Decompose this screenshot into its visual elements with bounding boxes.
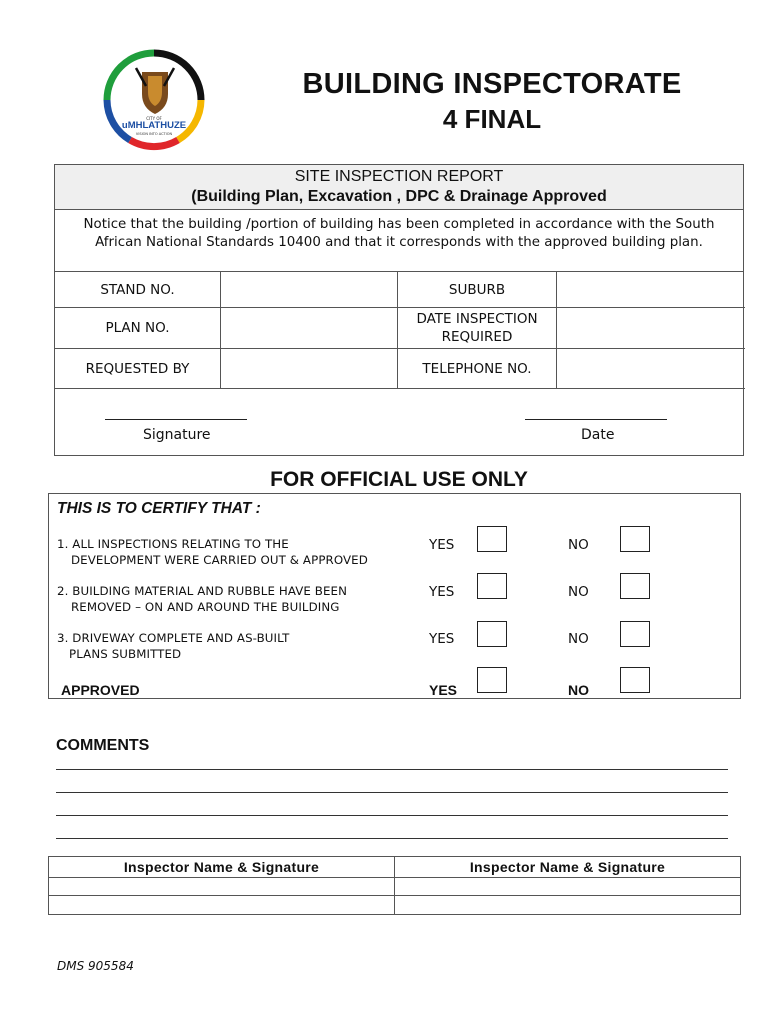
notice-text: Notice that the building /portion of building has been completed in accordance with the South African National Standards 10400 and that it corresponds with the approved building plan. [55,210,743,272]
site-report-header [55,165,743,210]
cert-item-3-line1: 3. DRIVEWAY COMPLETE AND AS-BUILT [57,631,290,645]
cert-item-3-yes-checkbox[interactable] [477,621,507,647]
page-title: BUILDING INSPECTORATE [302,68,682,100]
site-report-subheading: (Building Plan, Excavation , DPC & Drainage Approved [191,188,607,205]
comments-label: COMMENTS [56,737,150,754]
document-number: DMS 905584 [57,959,134,973]
cert-item-1-line1: 1. ALL INSPECTIONS RELATING TO THE [57,537,289,551]
cert-item-2-no-checkbox[interactable] [620,573,650,599]
signature-label: Signature [143,427,211,443]
inspector-col-2-header: Inspector Name & Signature [395,857,740,878]
inspector-row-2 [49,896,740,914]
cert-item-3 [57,631,289,662]
stand-no-field[interactable] [221,272,398,308]
inspector-2-cell-1[interactable] [395,878,740,896]
requested-by-field[interactable] [221,349,398,389]
cert-item-2-no-label: NO [568,584,589,600]
cert-item-3-no-checkbox[interactable] [620,621,650,647]
date-line[interactable] [525,419,667,420]
cert-item-2-line1: 2. BUILDING MATERIAL AND RUBBLE HAVE BEEN [57,584,348,598]
date-inspection-label: DATE INSPECTION REQUIRED [398,308,557,349]
inspector-2-cell-2[interactable] [395,896,740,914]
cert-item-1-yes-label: YES [429,537,455,553]
date-label: Date [581,427,615,443]
logo-name: uMHLATHUZE [121,120,187,131]
inspector-col-1-header: Inspector Name & Signature [49,857,395,878]
site-inspection-section [54,164,744,456]
city-logo-graphic [100,46,208,154]
approved-no-checkbox[interactable] [620,667,650,693]
site-report-heading: SITE INSPECTION REPORT [294,168,504,185]
cert-item-2-yes-checkbox[interactable] [477,573,507,599]
approved-yes-checkbox[interactable] [477,667,507,693]
cert-item-1-no-checkbox[interactable] [620,526,650,552]
plan-no-label: PLAN NO. [55,308,221,349]
signature-row [55,389,743,456]
page-subtitle: 4 FINAL [442,104,542,134]
inspector-1-cell-2[interactable] [49,896,395,914]
site-fields-grid [55,272,743,389]
inspector-table [48,856,741,915]
comment-line-3[interactable] [56,815,728,816]
cert-item-2 [57,584,347,615]
cert-item-3-yes-label: YES [429,631,455,647]
cert-item-3-no-label: NO [568,631,589,647]
logo-top-text: CITY OF [146,116,162,121]
cert-item-1-yes-checkbox[interactable] [477,526,507,552]
approved-yes-label: YES [429,682,458,698]
cert-item-1-line2: DEVELOPMENT WERE CARRIED OUT & APPROVED [71,552,368,567]
telephone-field[interactable] [557,349,745,389]
comment-line-1[interactable] [56,769,728,770]
suburb-label: SUBURB [398,272,557,308]
inspector-1-cell-1[interactable] [49,878,395,896]
certification-section [48,493,741,699]
plan-no-field[interactable] [221,308,398,349]
official-use-heading: FOR OFFICIAL USE ONLY [270,468,528,491]
city-logo [100,46,208,154]
cert-item-3-line2: PLANS SUBMITTED [69,646,182,661]
approved-label: APPROVED [61,682,140,698]
logo-tagline: VISION INTO ACTION [135,132,173,136]
cert-item-2-yes-label: YES [429,584,455,600]
date-inspection-field[interactable] [557,308,745,349]
inspector-table-header [49,857,740,878]
cert-item-2-line2: REMOVED – ON AND AROUND THE BUILDING [71,599,340,614]
inspector-row-1 [49,878,740,896]
stand-no-label: STAND NO. [55,272,221,308]
comment-line-4[interactable] [56,838,728,839]
requested-by-label: REQUESTED BY [55,349,221,389]
approved-no-label: NO [568,682,589,698]
comment-line-2[interactable] [56,792,728,793]
signature-line[interactable] [105,419,247,420]
telephone-label: TELEPHONE NO. [398,349,557,389]
cert-item-1 [57,537,368,568]
certify-heading: THIS IS TO CERTIFY THAT : [57,500,261,517]
cert-item-1-no-label: NO [568,537,589,553]
suburb-field[interactable] [557,272,745,308]
